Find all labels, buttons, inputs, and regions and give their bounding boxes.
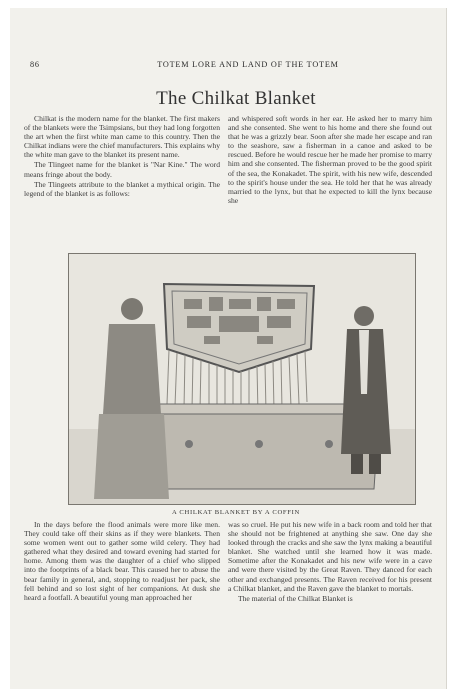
column-1: [24, 114, 220, 198]
blanket-photograph: [68, 253, 416, 505]
page-number: 86: [30, 60, 40, 69]
column-3: [24, 520, 220, 602]
paragraph: was so cruel. He put his new wife in a back room and told her that she should not be frightened at anything she saw. One day she looked through the cracks and she saw the lynx making a beautiful blanket. She watched until she learned how it was made. Sometime after the Konakadet and his new wife were in a cave and were there visited by the Great Raven. They danced for each other and exchanged presents. The Raven received for his present a Chilkat blanket, and the Raven gave the blanket to mortals.: [228, 520, 432, 593]
paragraph: In the days before the flood animals were more like men. They could take off their skins as if they were blankets. Then some women went out to gather some wild celery. They had gathered what they desired and toward evening had started for home. Among them was the daughter of a chief who slipped into the footprints of a black bear. This caused her to abuse the bear family in general, and, stopping to readjust her pack, she fell behind and so lost sight of her companions. At dusk she heard a footfall. A beautiful young man approached her: [24, 520, 220, 602]
paragraph: The Tlingeet name for the blanket is "Nar Kine." The word means fringe about the body.: [24, 160, 220, 179]
paragraph: Chilkat is the modern name for the blanket. The first makers of the blankets were the Tsimpsians, but they had long forgotten the art when the first white man came to this country. Then the Chilkat indians were the chief manufacturers. This explains why the white man gave to the blanket its present name.: [24, 114, 220, 160]
paragraph: The material of the Chilkat Blanket is: [238, 593, 353, 603]
article-title: The Chilkat Blanket: [156, 88, 316, 109]
photo-illustration: [69, 254, 415, 504]
running-title: TOTEM LORE AND LAND OF THE TOTEM: [157, 60, 339, 69]
column-4: [228, 520, 432, 603]
paragraph: The Tlingeets attribute to the blanket a mythical origin. The legend of the blanket is as follows:: [24, 179, 220, 198]
paragraph: and whispered soft words in her ear. He asked her to marry him and she consented. She went to his home and there she found out that he was a grizzly bear. Soon after she made her escape and ran to the seashore, saw a fisherman in a canoe and asked to be rescued. Before he would rescue her he made her promise to marry him and she consented. The fisherman proved to be the good spirit of the sea, the Konakadet. The spirit, with his new wife, descended to the spirit's house under the sea. He told her that he was already married to the lynx, but that he expected to kill the lynx because she: [228, 114, 432, 205]
running-header: [30, 60, 436, 74]
column-2: [228, 114, 432, 205]
photo-caption: A CHILKAT BLANKET BY A COFFIN: [171, 509, 301, 516]
